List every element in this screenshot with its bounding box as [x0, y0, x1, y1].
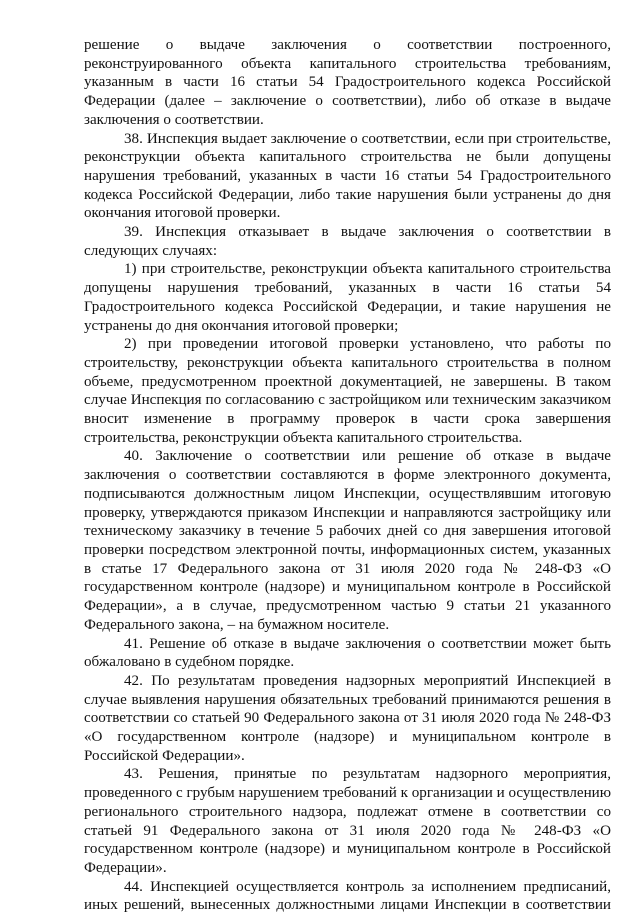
paragraph-continuation: решение о выдаче заключения о соответствии построенного, реконструированного объекта капитального строительства требованиям, указанным в части 16 статьи 54 Градостроительного кодекса Российской Федерации (далее – заключение о соответствии), либо об отказе в выдаче заключения о соответствии.	[84, 37, 611, 128]
paragraph-38: 38. Инспекция выдает заключение о соответствии, если при строительстве, реконструкции объекта капитального строительства не были допущены нарушения требований, указанных в части 16 статьи 54 Градостроительного кодекса Российской Федерации, либо такие нарушения были устранены до дня окончания итоговой проверки.	[84, 130, 611, 222]
paragraph-40: 40. Заключение о соответствии или решение об отказе в выдаче заключения о соответствии составляются в форме электронного документа, подписываются должностным лицом Инспекции, осуществлявшим итоговую проверку, утверждаются приказом Инспекции и направляются застройщику или техническому заказчику в течение 5 рабочих дней со дня завершения итоговой проверки посредством электронной почты, информационных систем, указанных в статье 17 Федерального закона от 31 июля 2020 года № 248-ФЗ «О государственном контроле (надзоре) и муниципальном контроле в Российской Федерации», а в случае, предусмотренном частью 9 статьи 21 указанного Федерального закона, – на бумажном носителе.	[84, 448, 611, 633]
paragraph-44: 44. Инспекцией осуществляется контроль за исполнением предписаний, иных решений, вынесенных должностными лицами Инспекции в соответствии	[84, 878, 611, 914]
paragraph-43: 43. Решения, принятые по результатам надзорного мероприятия, проведенного с грубым нарушением требований к организации и осуществлению регионального строительного надзора, подлежат отмене в соответствии со статьей 91 Федерального закона от 31 июля 2020 года № 248-ФЗ «О государственном контроле (надзоре) и муниципальном контроле в Российской Федерации».	[84, 766, 611, 876]
paragraph-39-item-2: 2) при проведении итоговой проверки установлено, что работы по строительству, реконструкции объекта капитального строительства в полном объеме, предусмотренном проектной документацией, не завершены. В таком случае Инспекция по согласованию с застройщиком или техническим заказчиком вносит изменение в программу проверок в части срока завершения строительства, реконструкции объекта капитального строительства.	[84, 336, 611, 446]
paragraph-39-item-1: 1) при строительстве, реконструкции объекта капитального строительства допущены нарушения требований, указанных в части 16 статьи 54 Градостроительного кодекса Российской Федерации, и такие нарушения не устранены до дня окончания итоговой проверки;	[84, 261, 611, 334]
paragraph-41: 41. Решение об отказе в выдаче заключения о соответствии может быть обжаловано в судебном порядке.	[84, 635, 611, 671]
document-page	[84, 36, 611, 915]
paragraph-42: 42. По результатам проведения надзорных мероприятий Инспекцией в случае выявления нарушения обязательных требований принимаются решения в соответствии со статьей 90 Федерального закона от 31 июля 2020 года № 248-ФЗ «О государственном контроле (надзоре) и муниципальном контроле в Российской Федерации».	[84, 672, 611, 764]
paragraph-39: 39. Инспекция отказывает в выдаче заключения о соответствии в следующих случаях:	[84, 224, 611, 259]
